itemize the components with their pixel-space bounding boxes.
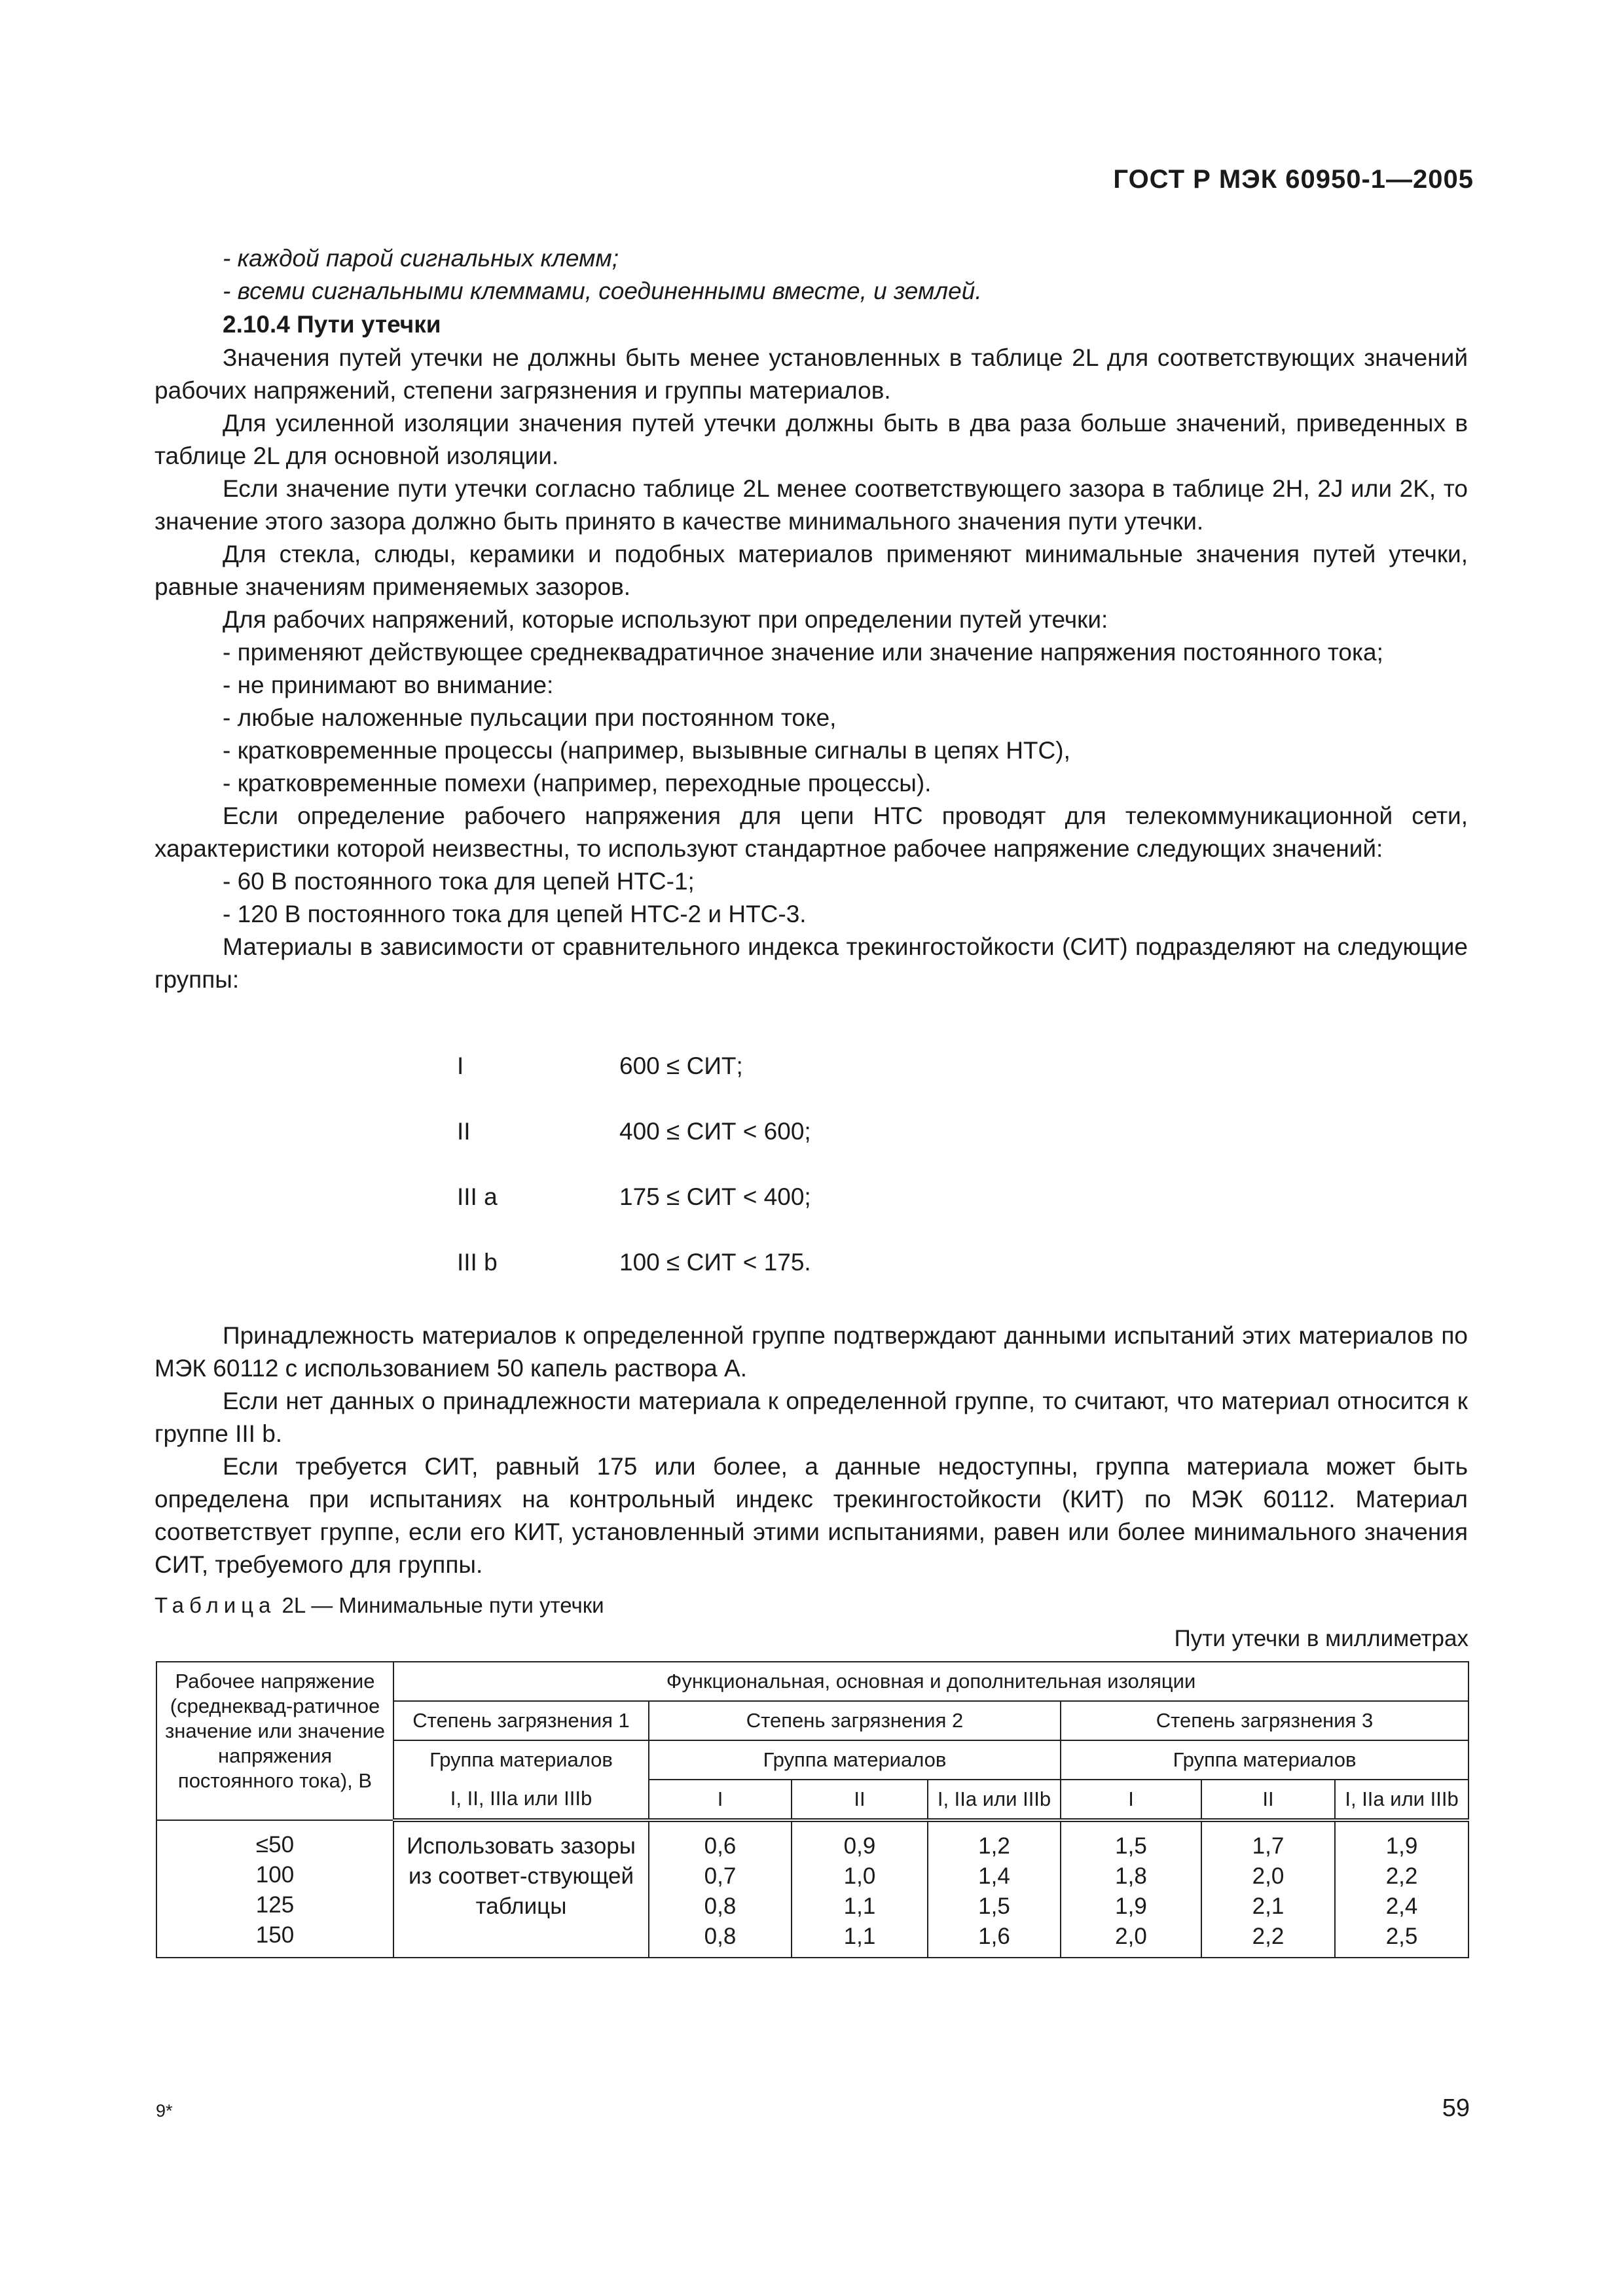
creepage-table: [156, 1661, 1469, 1958]
group-label: I: [457, 1052, 464, 1079]
p3-group-i-values: 1,5 1,8 1,9 2,0: [1061, 1820, 1201, 1958]
header-voltage: Рабочее напряжение (среднеквад-ратичное значение или значение напряжения постоянного тока), В: [156, 1662, 393, 1820]
paragraph: Для стекла, слюды, керамики и подобных материалов применяют минимальные значения путей утечки, равные значениям применяемых зазоров.: [155, 541, 1468, 600]
table-caption-word: Таблица: [155, 1593, 276, 1617]
paragraph: Если требуется СИТ, равный 175 или более, а данные недоступны, группа материала может быть определена при испытаниях на контрольный индекс трекингостойкости (КИТ) по МЭК 60112. Материал соответствует группе, если его КИТ, установленный этими испытаниями, равен или более минимального значения СИТ, требуемого для группы.: [155, 1453, 1468, 1578]
section-title: 2.10.4 Пути утечки: [223, 311, 441, 338]
paragraph: Если нет данных о принадлежности материала к определенной группе, то считают, что материал относится к группе III b.: [155, 1388, 1468, 1447]
body-text: [155, 242, 1468, 996]
sheet-mark: 9*: [156, 2101, 173, 2121]
header-material-group: Группа материалов: [1061, 1740, 1468, 1780]
page-number: 59: [1442, 2094, 1470, 2122]
header-group-i: I: [649, 1780, 792, 1820]
header-group-ii: II: [1201, 1780, 1335, 1820]
group-range: 400 ≤ СИТ < 600;: [619, 1118, 811, 1145]
p2-group-iii-values: 1,2 1,4 1,5 1,6: [928, 1820, 1061, 1958]
list-item: - 60 В постоянного тока для цепей НТС-1;: [223, 868, 695, 895]
paragraph: Принадлежность материалов к определенной группе подтверждают данными испытаний этих материалов по МЭК 60112 с использованием 50 капель раствора А.: [155, 1322, 1468, 1382]
paragraph: Если определение рабочего напряжения для цепи НТС проводят для телекоммуникационной сети, характеристики которой неизвестны, то используют стандартное рабочее напряжение следующих значений:: [155, 802, 1468, 862]
p3-group-ii-values: 1,7 2,0 2,1 2,2: [1201, 1820, 1335, 1958]
group-label: III b: [457, 1249, 498, 1276]
header-group-iii: I, IIа или IIIb: [1335, 1780, 1468, 1820]
p2-group-i-values: 0,6 0,7 0,8 0,8: [649, 1820, 792, 1958]
header-insulation: Функциональная, основная и дополнительная изоляции: [393, 1662, 1468, 1701]
paragraph: Значения путей утечки не должны быть менее установленных в таблице 2L для соответствующих значений рабочих напряжений, степени загрязнения и группы материалов.: [155, 344, 1468, 404]
header-group-ii: II: [792, 1780, 928, 1820]
p2-group-ii-values: 0,9 1,0 1,1 1,1: [792, 1820, 928, 1958]
body-text-continued: [155, 1319, 1468, 1581]
voltage-values: ≤50 100 125 150: [156, 1820, 393, 1958]
header-material-group: Группа материалов: [393, 1740, 649, 1780]
header-group-iii: I, IIа или IIIb: [928, 1780, 1061, 1820]
group-label: III a: [457, 1183, 498, 1210]
list-item: - кратковременные процессы (например, вызывные сигналы в цепях НТС),: [223, 737, 1070, 764]
header-material-group: Группа материалов: [649, 1740, 1061, 1780]
header-pollution-2: Степень загрязнения 2: [649, 1701, 1061, 1740]
paragraph: Материалы в зависимости от сравнительного индекса трекингостойкости (СИТ) подразделяют на следующие группы:: [155, 933, 1468, 993]
group-range: 100 ≤ СИТ < 175.: [619, 1249, 811, 1276]
list-item: - не принимают во внимание:: [223, 672, 554, 698]
list-item: - применяют действующее среднеквадратичное значение или значение напряжения постоянного тока;: [223, 639, 1383, 666]
group-range: 600 ≤ СИТ;: [619, 1052, 743, 1079]
list-item: - любые наложенные пульсации при постоянном токе,: [223, 704, 837, 731]
paragraph: Для усиленной изоляции значения путей утечки должны быть в два раза больше значений, приведенных в таблице 2L для основной изоляции.: [155, 410, 1468, 469]
table-caption: [155, 1593, 604, 1618]
paragraph: Если значение пути утечки согласно таблице 2L менее соответствующего зазора в таблице 2H, 2J или 2K, то значение этого зазора должно быть принято в качестве минимального значения пути утечки.: [155, 475, 1468, 535]
group-label: II: [457, 1118, 471, 1145]
document-code: ГОСТ Р МЭК 60950-1—2005: [1113, 165, 1474, 194]
group-range: 175 ≤ СИТ < 400;: [619, 1183, 811, 1210]
header-group-i: I: [1061, 1780, 1201, 1820]
intro-line: - всеми сигнальными клеммами, соединенными вместе, и землей.: [223, 278, 982, 304]
intro-line: - каждой парой сигнальных клемм;: [223, 245, 619, 272]
table-units: Пути утечки в миллиметрах: [1174, 1626, 1468, 1651]
paragraph: Для рабочих напряжений, которые используют при определении путей утечки:: [223, 606, 1108, 633]
header-group-all: I, II, IIIa или IIIb: [393, 1780, 649, 1820]
pollution-1-values: Использовать зазоры из соответ-ствующей таблицы: [393, 1820, 649, 1958]
table-caption-title: 2L — Минимальные пути утечки: [276, 1593, 604, 1617]
list-item: - 120 В постоянного тока для цепей НТС-2 и НТС-3.: [223, 901, 807, 927]
header-pollution-3: Степень загрязнения 3: [1061, 1701, 1468, 1740]
header-pollution-1: Степень загрязнения 1: [393, 1701, 649, 1740]
list-item: - кратковременные помехи (например, переходные процессы).: [223, 770, 932, 797]
p3-group-iii-values: 1,9 2,2 2,4 2,5: [1335, 1820, 1468, 1958]
